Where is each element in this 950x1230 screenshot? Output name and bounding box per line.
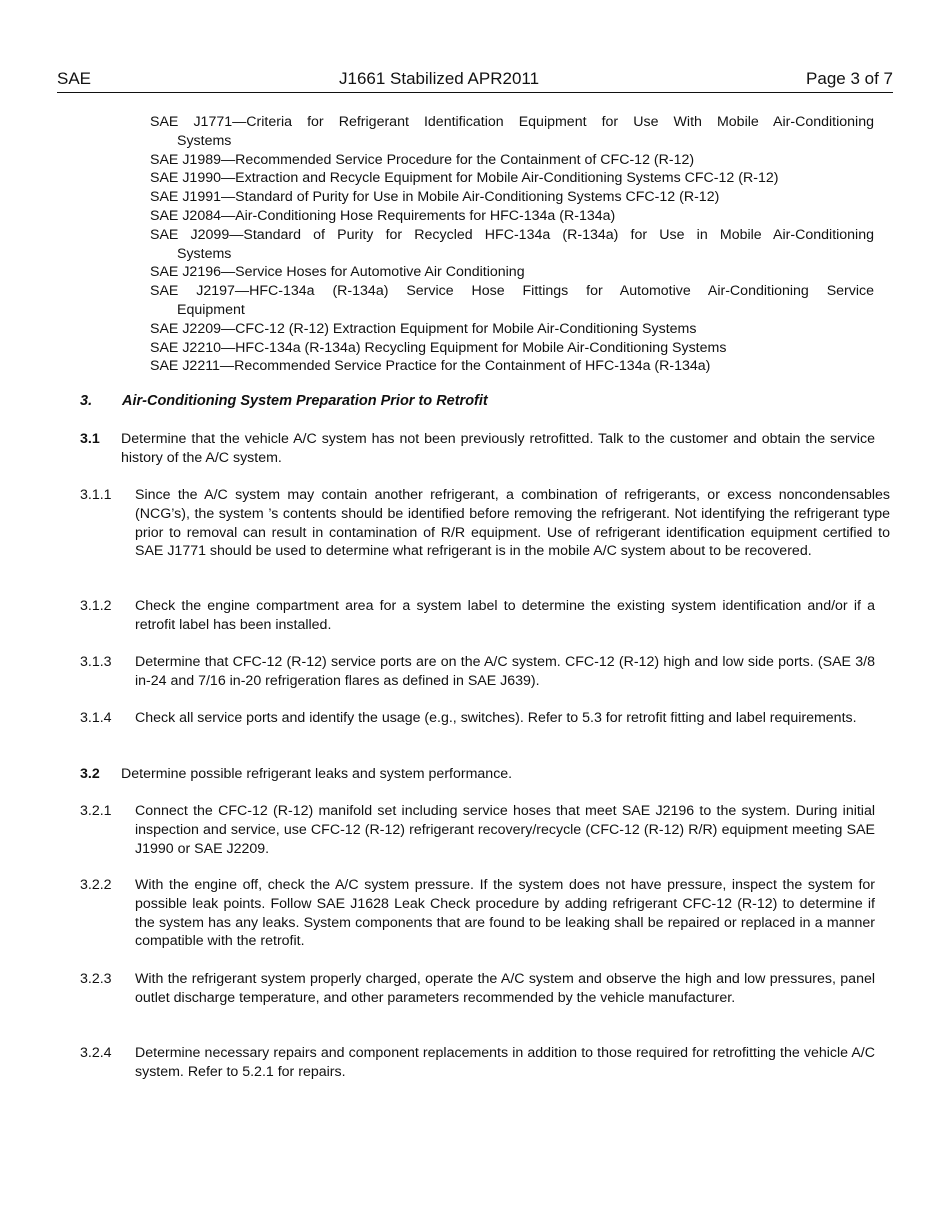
header-org: SAE xyxy=(57,69,92,88)
paragraph-text: Determine that the vehicle A/C system has not been previously retrofitted. Talk to the customer and obtain the service history of the A/C system. xyxy=(121,431,875,466)
paragraph-text: With the refrigerant system properly charged, operate the A/C system and observe the high and low pressures, panel outlet discharge temperature, and other parameters recommended by the vehicle manufacturer. xyxy=(135,971,875,1006)
paragraph xyxy=(80,597,875,635)
reference-item: SAE J2084—Air-Conditioning Hose Requirements for HFC-134a (R-134a) xyxy=(150,207,616,224)
paragraph-text: Check the engine compartment area for a system label to determine the existing system identification and/or if a retrofit label has been installed. xyxy=(135,598,875,633)
header-doc-id: J1661 Stabilized APR2011 xyxy=(339,69,540,88)
paragraph xyxy=(80,765,875,784)
paragraph xyxy=(80,430,875,468)
paragraph-number: 3.1.3 xyxy=(80,654,112,670)
paragraph-number: 3.2 xyxy=(80,766,100,782)
reference-item: SAE J2211—Recommended Service Practice for the Containment of HFC-134a (R-134a) xyxy=(150,358,711,375)
paragraph-text: Check all service ports and identify the usage (e.g., switches). Refer to 5.3 for retrofit fitting and label requirements. xyxy=(135,710,857,726)
paragraph xyxy=(80,876,875,951)
paragraph xyxy=(80,970,875,1008)
paragraph-text: Since the A/C system may contain another refrigerant, a combination of refrigerants, or excess noncondensables (NCG’s), the system ’s contents should be identified before removing the refrigerant. Not identifying the refrigerant type prior to removal can result in contamination of R/R equipment. Use of refrigerant identification equipment certified to SAE J1771 should be used to determine what refrigerant is in the mobile A/C system about to be recovered. xyxy=(135,487,890,560)
paragraph xyxy=(80,802,875,858)
paragraph xyxy=(80,653,875,691)
reference-list xyxy=(150,113,874,376)
section-number: 3. xyxy=(80,393,93,409)
paragraph xyxy=(80,1044,875,1082)
reference-item: SAE J1989—Recommended Service Procedure for the Containment of CFC-12 (R-12) xyxy=(150,151,695,168)
reference-item: SAE J2197—HFC-134a (R-134a) Service Hose Fittings for Automotive Air-Conditioning Service Equipment xyxy=(150,283,874,318)
page-header xyxy=(57,70,893,93)
section-title: Air-Conditioning System Preparation Prior to Retrofit xyxy=(122,393,488,409)
paragraph-number: 3.1 xyxy=(80,431,100,447)
paragraph-number: 3.2.2 xyxy=(80,877,112,893)
paragraph-number: 3.1.2 xyxy=(80,598,112,614)
paragraph-text: Determine that CFC-12 (R-12) service ports are on the A/C system. CFC-12 (R-12) high and low side ports. (SAE 3/8 in-24 and 7/16 in-20 refrigeration flares as defined in SAE J639). xyxy=(135,654,875,689)
paragraph-text: Determine possible refrigerant leaks and system performance. xyxy=(121,766,513,782)
paragraph-number: 3.1.4 xyxy=(80,710,112,726)
reference-item: SAE J1990—Extraction and Recycle Equipment for Mobile Air-Conditioning Systems CFC-12 (R-12) xyxy=(150,170,779,187)
section-heading xyxy=(80,393,488,409)
paragraph-number: 3.2.3 xyxy=(80,971,112,987)
reference-item: SAE J2196—Service Hoses for Automotive Air Conditioning xyxy=(150,264,525,281)
reference-item: SAE J2099—Standard of Purity for Recycled HFC-134a (R-134a) for Use in Mobile Air-Conditioning Systems xyxy=(150,226,874,262)
reference-item: SAE J1991—Standard of Purity for Use in Mobile Air-Conditioning Systems CFC-12 (R-12) xyxy=(150,189,720,206)
paragraph-text: Determine necessary repairs and component replacements in addition to those required for retrofitting the vehicle A/C system. Refer to 5.2.1 for repairs. xyxy=(135,1045,875,1080)
paragraph-text: Connect the CFC-12 (R-12) manifold set including service hoses that meet SAE J2196 to the system. During initial inspection and service, use CFC-12 (R-12) refrigerant recovery/recycle (CFC-12 (R-12) R/R) equipment meeting SAE J1990 or SAE J2209. xyxy=(135,803,875,857)
header-page-number: Page 3 of 7 xyxy=(806,69,893,88)
reference-item: SAE J1771—Criteria for Refrigerant Identification Equipment for Use With Mobile Air-Conditioning Systems xyxy=(150,114,874,149)
paragraph-number: 3.2.1 xyxy=(80,803,112,819)
paragraph-number: 3.1.1 xyxy=(80,487,112,503)
paragraph xyxy=(80,709,875,728)
paragraph-text: With the engine off, check the A/C system pressure. If the system does not have pressure, inspect the system for possible leak points. Follow SAE J1628 Leak Check procedure by adding refrigerant CFC-12 (R-12) to determine if the system has any leaks. System components that are found to be leaking shall be repaired or replaced in a manner compatible with the retrofit. xyxy=(135,877,875,950)
reference-item: SAE J2210—HFC-134a (R-134a) Recycling Equipment for Mobile Air-Conditioning Systems xyxy=(150,339,727,356)
paragraph-number: 3.2.4 xyxy=(80,1045,112,1061)
reference-item: SAE J2209—CFC-12 (R-12) Extraction Equipment for Mobile Air-Conditioning Systems xyxy=(150,320,697,337)
paragraph xyxy=(80,486,890,561)
